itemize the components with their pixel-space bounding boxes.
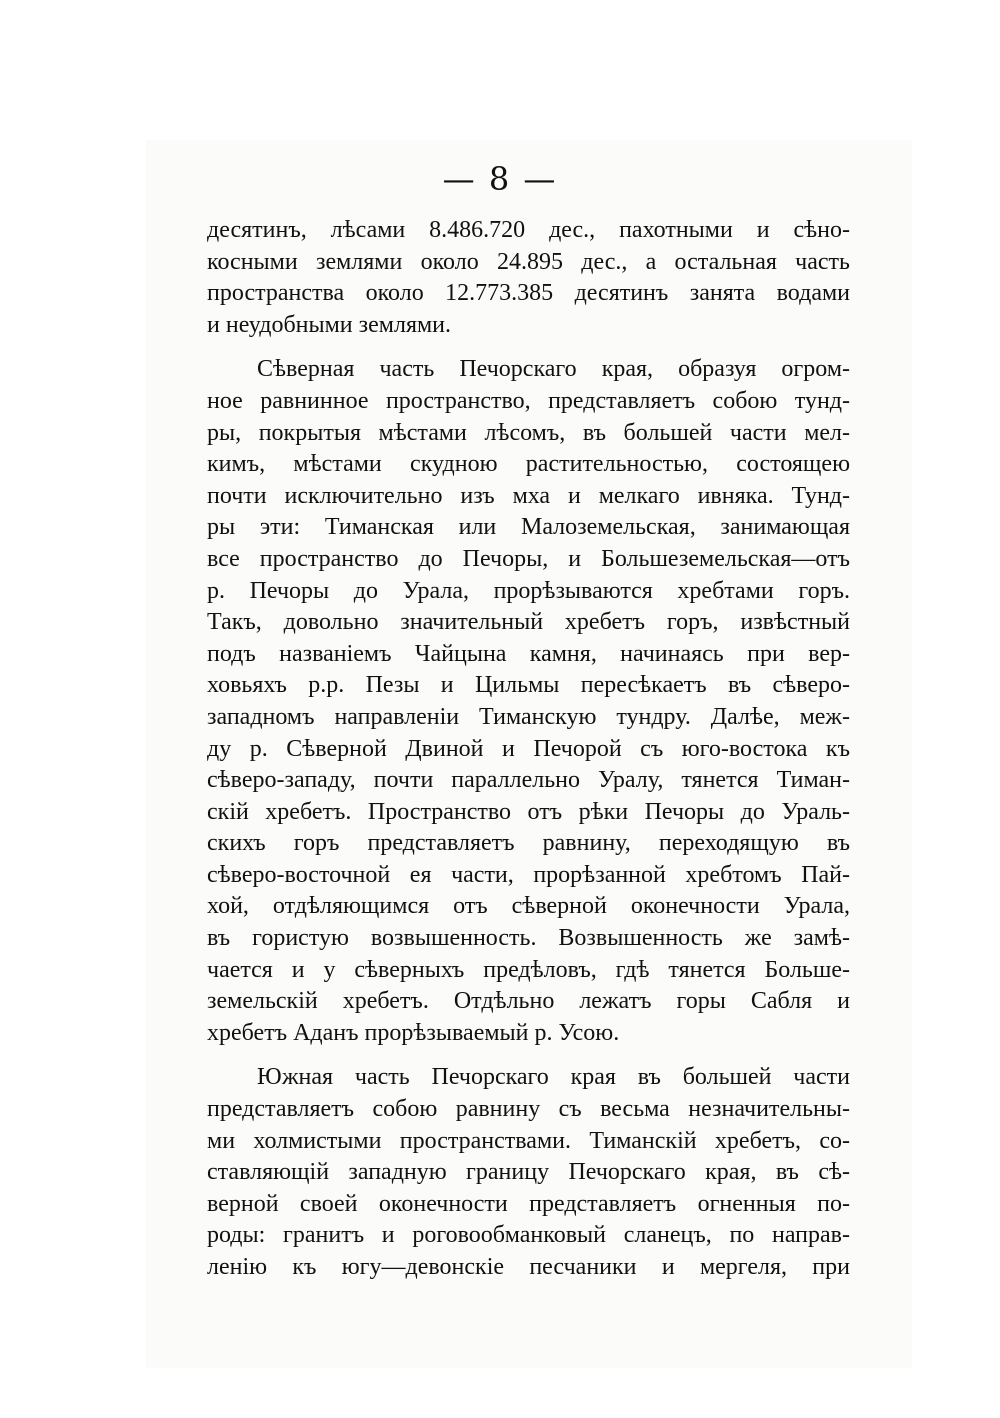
paragraph-2	[207, 354, 850, 1049]
text-line: ленію къ югу—девонскіе песчаники и мергеля, при	[207, 1254, 850, 1280]
text-line: почти исключительно изъ мха и мелкаго ивняка. Тунд-	[207, 482, 850, 509]
text-line: ры эти: Тиманская или Малоземельская, занимающая	[207, 514, 850, 541]
text-line: хой, отдѣляющимся отъ сѣверной оконечности Урала,	[207, 893, 850, 920]
text-line: ми холмистыми пространствами. Тиманскій хребетъ, со-	[207, 1127, 850, 1154]
text-line: ховьяхъ р.р. Пезы и Цильмы пересѣкаетъ въ сѣверо-	[207, 672, 850, 699]
text-line: въ гористую возвышенность. Возвышенность же замѣ-	[207, 925, 850, 952]
paragraph-1	[207, 215, 850, 341]
text-line: все пространство до Печоры, и Большеземельская—отъ	[207, 545, 850, 572]
text-line: пространства около 12.773.385 десятинъ занята водами	[207, 280, 850, 307]
text-line: кимъ, мѣстами скудною растительностью, состоящею	[207, 451, 850, 478]
text-line: скій хребетъ. Пространство отъ рѣки Печоры до Ураль-	[207, 798, 850, 825]
text-line: Сѣверная часть Печорскаго края, образуя огром-	[257, 356, 850, 383]
text-line: скихъ горъ представляетъ равнину, переходящую въ	[207, 830, 850, 857]
text-line: ду р. Сѣверной Двиной и Печорой съ юго-востока къ	[207, 735, 850, 762]
paragraph-3	[207, 1062, 850, 1283]
text-line: ставляющій западную границу Печорскаго края, въ сѣ-	[207, 1159, 850, 1186]
text-line: подъ названіемъ Чайцына камня, начинаясь при вер-	[207, 640, 850, 667]
text-line: сѣверо-западу, почти параллельно Уралу, тянется Тиман-	[207, 767, 850, 794]
text-line: и неудобными землями.	[207, 311, 452, 338]
text-line: хребетъ Аданъ прорѣзываемый р. Усою.	[207, 1019, 620, 1046]
text-line: верной своей оконечности представляетъ огненныя по-	[207, 1190, 850, 1217]
text-line: ры, покрытыя мѣстами лѣсомъ, въ большей части мел-	[207, 419, 850, 446]
text-line: сѣверо-восточной ея части, прорѣзанной хребтомъ Пай-	[207, 861, 850, 888]
text-line: западномъ направленіи Тиманскую тундру. Далѣе, меж-	[207, 703, 850, 730]
text-line: косными землями около 24.895 дес., а остальная часть	[207, 248, 850, 275]
text-line: роды: гранитъ и роговообманковый сланецъ, по направ-	[207, 1222, 850, 1249]
text-line: десятинъ, лѣсами 8.486.720 дес., пахотными и сѣно-	[207, 217, 850, 243]
page-number: — 8 —	[442, 160, 558, 198]
text-line: р. Печоры до Урала, прорѣзываются хребтами горъ.	[207, 577, 850, 604]
text-line: земельскій хребетъ. Отдѣльно лежатъ горы Сабля и	[207, 988, 850, 1015]
text-line: Южная часть Печорскаго края въ большей части	[257, 1064, 850, 1091]
body-text	[207, 215, 850, 1297]
text-line: чается и у сѣверныхъ предѣловъ, гдѣ тянется Больше-	[207, 956, 850, 983]
text-line: представляетъ собою равнину съ весьма незначительны-	[207, 1096, 850, 1123]
text-line: ное равнинное пространство, представляетъ собою тунд-	[207, 387, 850, 414]
text-line: Такъ, довольно значительный хребетъ горъ, извѣстный	[207, 609, 850, 636]
